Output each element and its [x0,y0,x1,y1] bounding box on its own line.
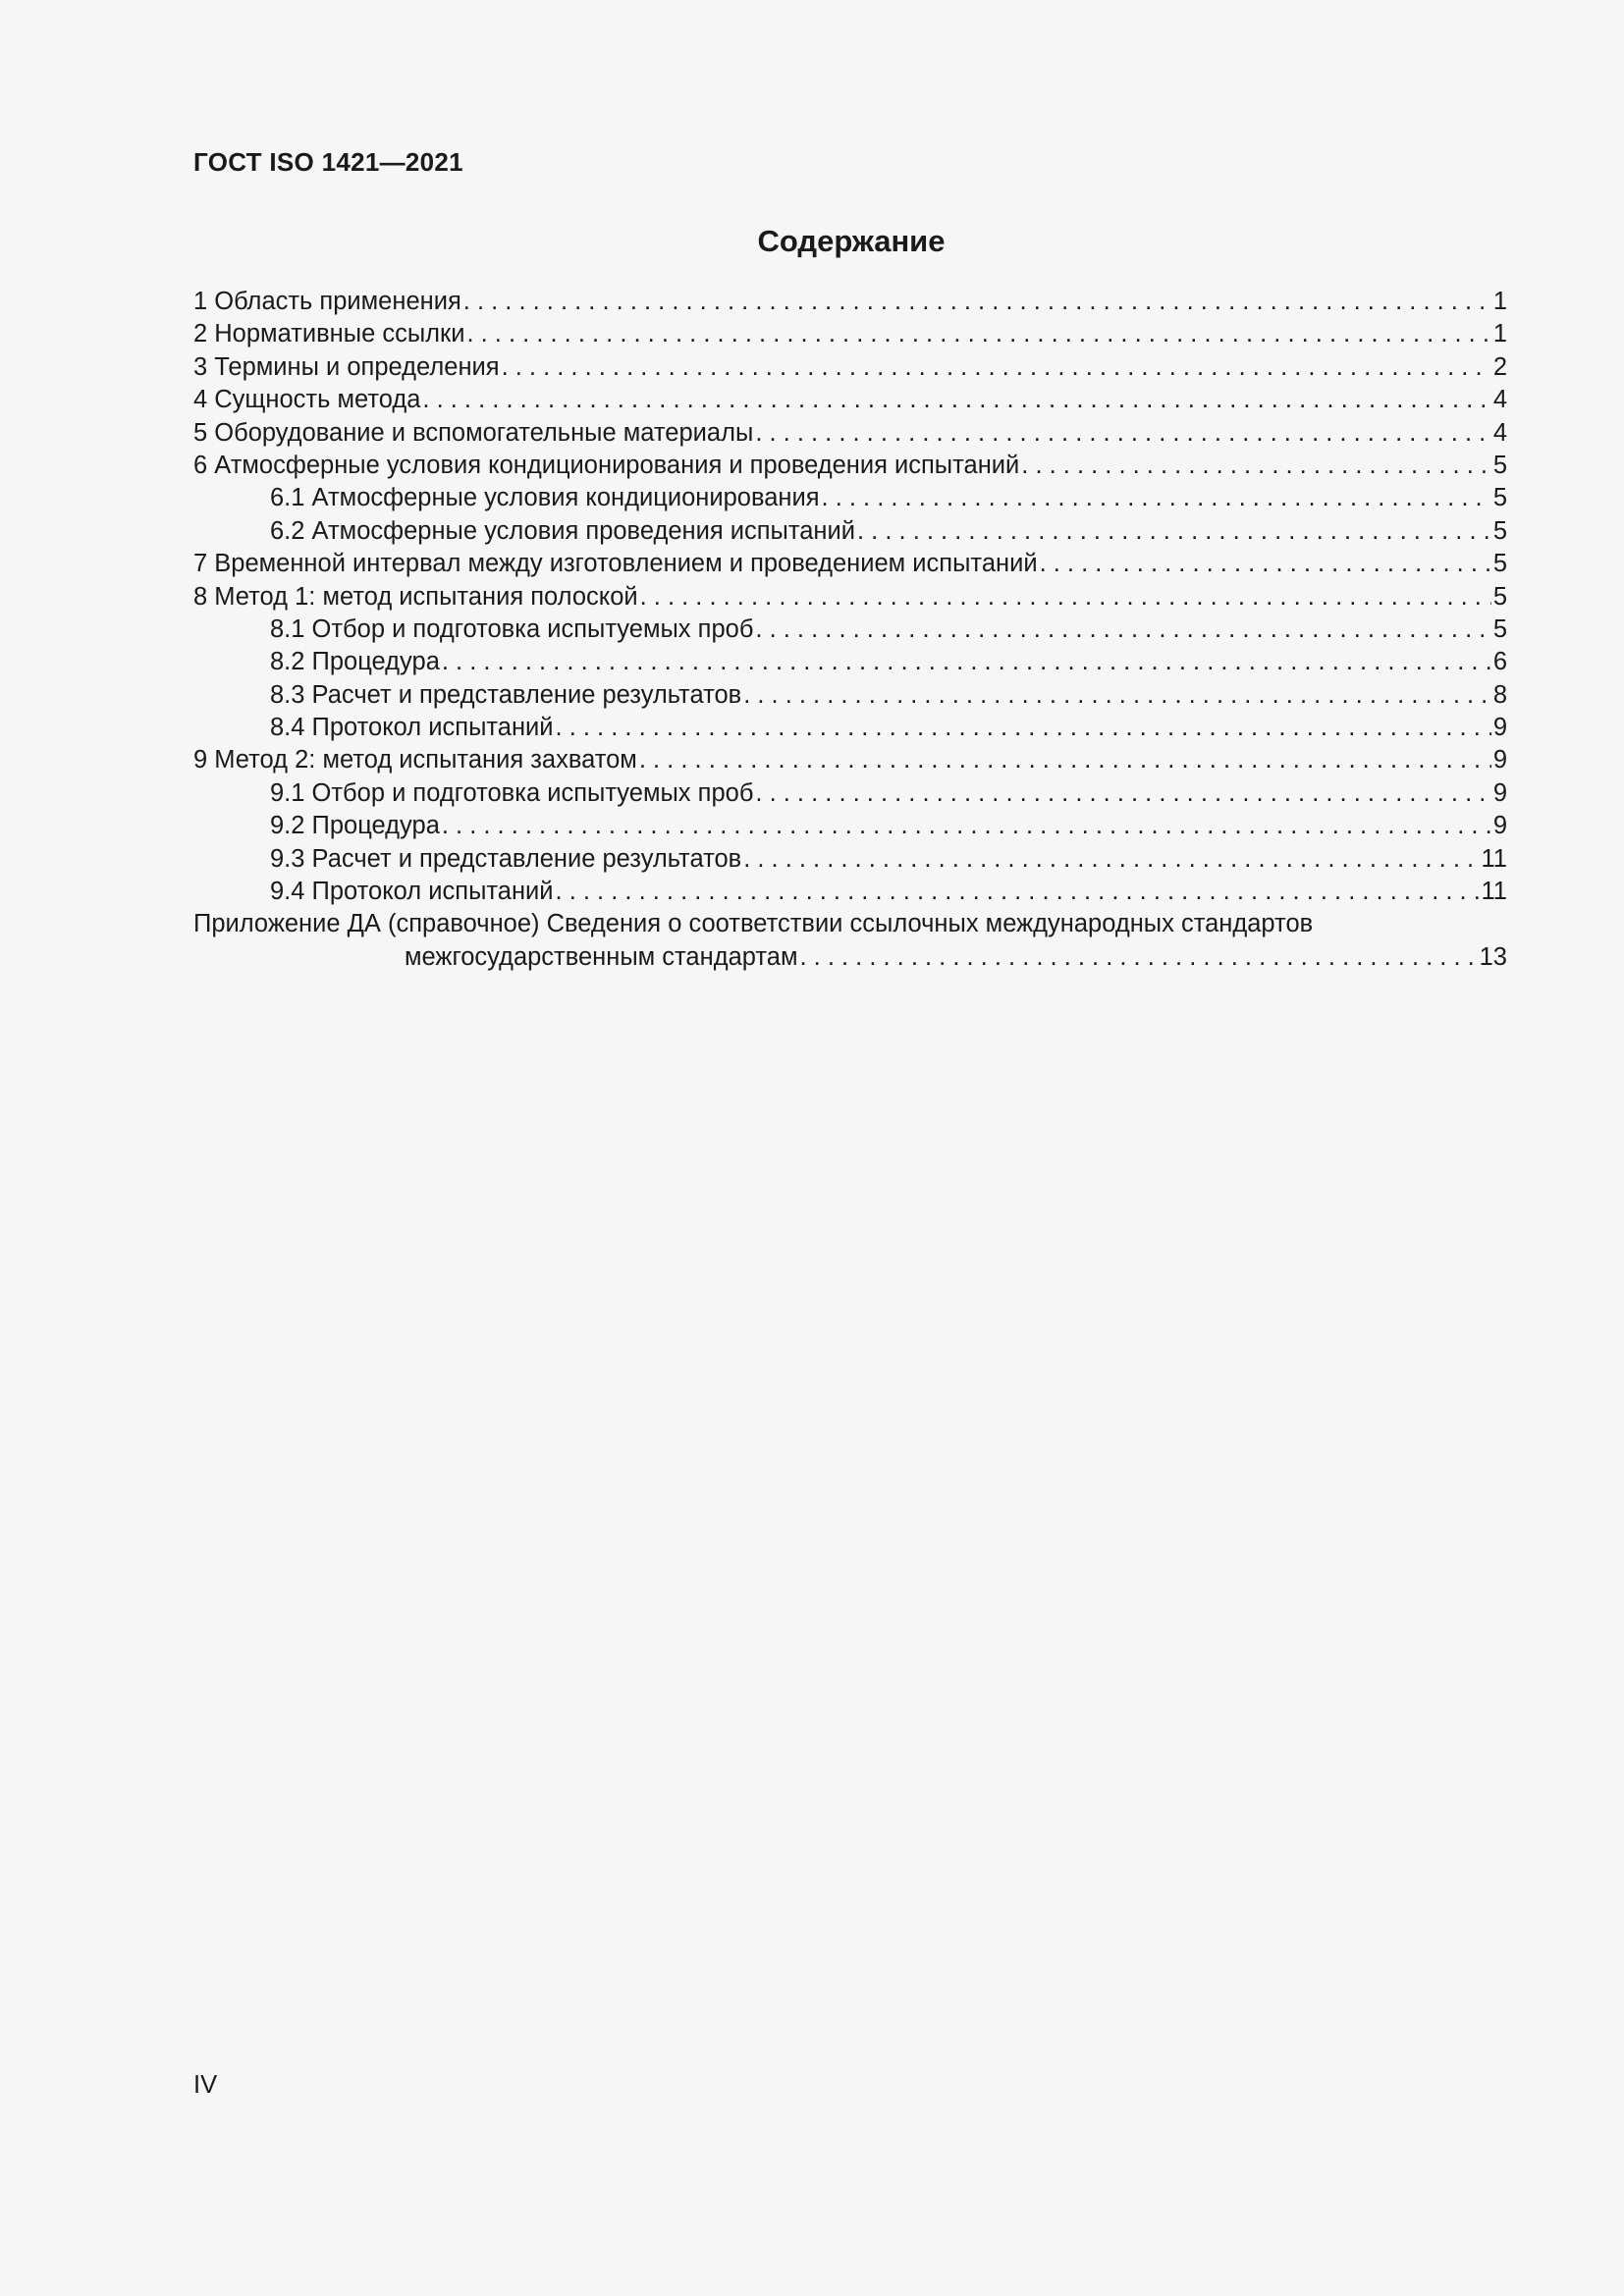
toc-leader-dots [463,286,1491,318]
toc-leader-dots [755,777,1490,810]
toc-entry-label: 4 Сущность метода [193,386,421,414]
toc-entry[interactable] [193,384,1507,416]
toc-leader-dots [442,646,1491,678]
toc-leader-dots [857,515,1491,548]
toc-entry-label: 8 Метод 1: метод испытания полоской [193,582,638,611]
toc-entry[interactable] [193,286,1507,318]
toc-leader-dots [755,417,1491,450]
toc-annex-entry[interactable] [193,908,1507,974]
toc-entry-page: 1 [1492,320,1507,348]
toc-leader-dots [556,876,1480,908]
toc-subentry[interactable] [193,614,1507,646]
toc-entry-page: 5 [1492,614,1507,643]
toc-entry-page: 11 [1481,844,1507,873]
toc-subentry[interactable] [193,843,1507,876]
toc-entry[interactable] [193,548,1507,580]
toc-leader-dots [799,941,1477,974]
toc-entry-label: 8.4 Протокол испытаний [270,714,554,742]
toc-entry-label: 3 Термины и определения [193,352,500,381]
toc-leader-dots [639,744,1491,776]
toc-entry-label: 6 Атмосферные условия кондиционирования и проведения испытаний [193,451,1020,479]
toc-entry-label: 8.2 Процедура [270,648,440,676]
toc-annex-continuation [193,941,1507,974]
toc-title: Содержание [757,224,946,258]
toc-entry-page: 6 [1492,648,1507,676]
toc-leader-dots [466,318,1490,350]
toc-entry-label: 9.2 Процедура [270,812,440,840]
toc-entry-label: 9 Метод 2: метод испытания захватом [193,746,637,774]
toc-entry-page: 5 [1492,484,1507,512]
toc-entry-page: 5 [1492,582,1507,611]
toc-leader-dots [640,581,1491,614]
toc-subentry[interactable] [193,679,1507,712]
toc-entry-page: 5 [1492,550,1507,578]
toc-entry-page: 8 [1492,680,1507,709]
toc-subentry[interactable] [193,777,1507,810]
toc-entry[interactable] [193,318,1507,350]
toc-annex-page: 13 [1479,942,1507,971]
toc-annex-label: межгосударственным стандартам [405,942,798,971]
toc-entry-page: 9 [1492,746,1507,774]
toc-leader-dots [743,679,1491,712]
toc-leader-dots [1040,548,1491,580]
toc-subentry[interactable] [193,712,1507,744]
page-number: IV [193,2071,218,2099]
toc-entry-page: 4 [1492,386,1507,414]
toc-annex-title: Приложение ДА (справочное) Сведения о соответствии ссылочных международных стандартов [193,910,1314,938]
toc-entry-label: 1 Область применения [193,288,461,315]
toc-subentry[interactable] [193,515,1507,548]
toc-entry-page: 4 [1492,418,1507,447]
toc-subentry[interactable] [193,876,1507,908]
toc-leader-dots [422,384,1490,416]
toc-leader-dots [556,712,1491,744]
toc-entry[interactable] [193,744,1507,776]
toc-entry-label: 7 Временной интервал между изготовлением и проведением испытаний [193,550,1038,578]
toc-entry-label: 6.1 Атмосферные условия кондиционирования [270,484,820,512]
toc-subentry[interactable] [193,810,1507,842]
toc-subentry[interactable] [193,646,1507,678]
toc-entry-page: 1 [1492,288,1507,315]
toc-entry-page: 11 [1481,878,1507,906]
toc-leader-dots [1021,450,1491,482]
toc-entry-label: 6.2 Атмосферные условия проведения испытаний [270,516,856,545]
toc-subentry[interactable] [193,482,1507,514]
toc-entry[interactable] [193,581,1507,614]
toc-entry[interactable] [193,351,1507,384]
toc-entry-label: 8.1 Отбор и подготовка испытуемых проб [270,614,754,643]
toc-leader-dots [442,810,1491,842]
toc-entry-label: 5 Оборудование и вспомогательные материалы [193,418,754,447]
toc-entry-label: 2 Нормативные ссылки [193,320,465,348]
toc-leader-dots [502,351,1491,384]
toc-entry-page: 2 [1492,352,1507,381]
toc-entry-label: 9.3 Расчет и представление результатов [270,844,742,873]
toc-entry-label: 8.3 Расчет и представление результатов [270,680,742,709]
toc-entry-page: 9 [1492,778,1507,807]
toc-entry-page: 9 [1492,714,1507,742]
toc-leader-dots [755,614,1490,646]
toc-leader-dots [822,482,1491,514]
toc-entry[interactable] [193,450,1507,482]
toc-entry-label: 9.4 Протокол испытаний [270,878,554,906]
toc-entry[interactable] [193,417,1507,450]
table-of-contents [193,286,1507,974]
toc-entry-label: 9.1 Отбор и подготовка испытуемых проб [270,778,754,807]
document-code-header: ГОСТ ISO 1421—2021 [193,147,463,177]
toc-entry-page: 9 [1492,812,1507,840]
toc-leader-dots [743,843,1479,876]
toc-entry-page: 5 [1492,516,1507,545]
toc-entry-page: 5 [1492,451,1507,479]
